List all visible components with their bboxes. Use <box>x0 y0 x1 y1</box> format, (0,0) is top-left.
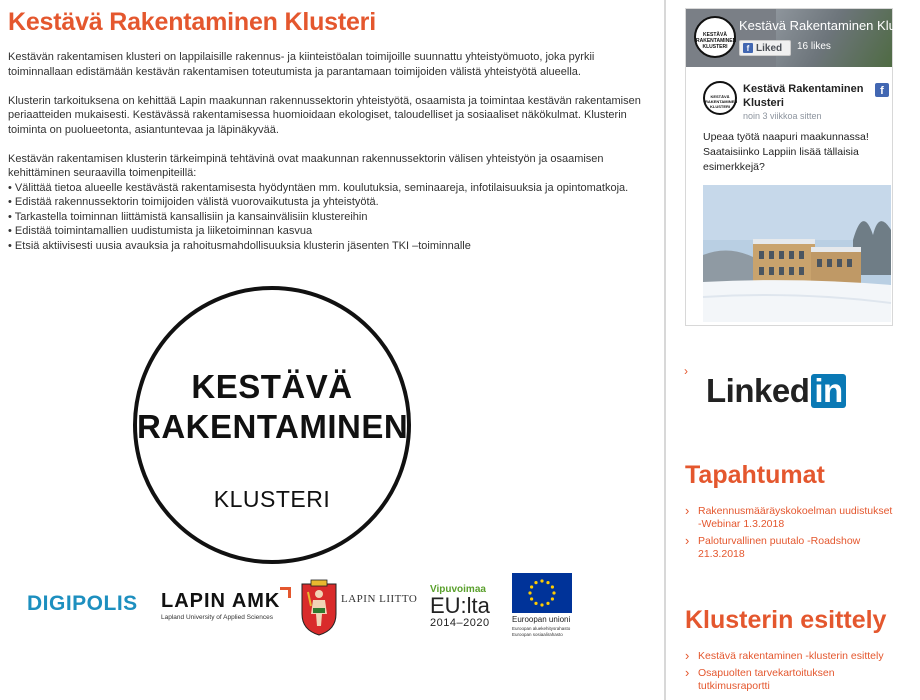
facebook-like-count: 16 likes <box>797 41 831 52</box>
facebook-widget-header[interactable] <box>686 9 920 67</box>
cluster-intro-heading: Klusterin esittely <box>685 606 887 634</box>
tasks-intro: Kestävän rakentamisen klusterin tärkeimpinä tehtävinä ovat maakunnan rakennussektorin välisen yhteistyön ja osaamisen kehittäminen seuraavilla toimenpiteillä: <box>8 152 604 179</box>
logo-line-3: KLUSTERI <box>213 486 331 512</box>
sidebar <box>666 0 920 700</box>
events-heading: Tapahtumat <box>685 461 825 489</box>
intro-paragraph-1: Kestävän rakentamisen klusteri on lappilaisille rakennus- ja kiinteistöalan toimijoille suunnattu yhteistyömuoto, joka pyrkii toiminnallaan edistämään kestävän rakentamisen toteutumista ja parantamaan toimijoiden välistä yhteistyötä alueella. <box>8 51 595 78</box>
vipuvoimaa-years: 2014–2020 <box>430 617 490 629</box>
chevron-right-icon: › <box>684 364 688 378</box>
facebook-post-author[interactable]: Kestävä Rakentaminen Klusteri <box>743 83 864 109</box>
task-item: • Edistää toimintamallien uudistumista ja liiketoiminnan kasvua <box>8 224 648 239</box>
facebook-page-logo[interactable]: KESTÄVÄ RAKENTAMINEN KLUSTERI <box>694 16 736 58</box>
events-list <box>685 505 895 565</box>
task-item: • Tarkastella toiminnan liittämistä kansallisiin ja kansainvälisiin klustereihin <box>8 210 648 225</box>
eu-funds-label <box>512 626 570 637</box>
lapin-amk-logo[interactable] <box>161 590 280 621</box>
facebook-like-button[interactable] <box>739 40 791 56</box>
eu-fund-line: Euroopan sosiaalirahasto <box>512 631 563 637</box>
eu-flag-icon[interactable] <box>512 573 572 613</box>
logo-line-1: KESTÄVÄ <box>191 368 353 405</box>
intro-link[interactable]: › Osapuolten tarvekartoituksen tutkimusraportti <box>685 667 900 693</box>
task-item: • Välittää tietoa alueelle kestävästä rakentamisesta hyödyntäen mm. koulutuksia, seminaareja, infotilaisuuksia ja opintomatkoja. <box>8 181 648 196</box>
tasks-block <box>8 152 648 254</box>
lapin-amk-mark-icon <box>280 587 291 598</box>
digipolis-logo[interactable]: DIGIPOLIS <box>27 592 138 615</box>
event-link[interactable]: › Paloturvallinen puutalo -Roadshow 21.3.2018 <box>685 535 895 561</box>
eu-union-label: Euroopan unioni <box>512 615 571 624</box>
page-title: Kestävä Rakentaminen Klusteri <box>8 8 376 36</box>
facebook-post-time[interactable]: noin 3 viikkoa sitten <box>743 111 822 121</box>
facebook-post-avatar[interactable]: KESTÄVÄ RAKENTAMINEN KLUSTERI <box>703 81 737 115</box>
cluster-intro-list <box>685 650 900 697</box>
facebook-like-label: Liked <box>756 43 783 54</box>
vipuvoimaa-logo[interactable] <box>430 584 490 629</box>
cluster-logo <box>133 286 411 564</box>
linkedin-logo[interactable] <box>706 372 846 410</box>
tasks-list <box>8 181 648 254</box>
intro-paragraph-2: Klusterin tarkoituksena on kehittää Lapin maakunnan rakennussektorin yhteistyötä, osaamista ja toimintaa kestävän rakentamisen periaatteiden mukaisesti. Kestävässä rakentamisessa huomioidaan ekologiset, taloudelliset ja sosiaaliset näkökulmat. Klusterin toiminta on puolueetonta, asiantuntevaa ja läpinäkyvää. <box>8 94 641 136</box>
task-item: • Etsiä aktiivisesti uusia avauksia ja rahoitusmahdollisuuksia klusterin jäsenten TKI –toiminnalle <box>8 239 648 254</box>
lapin-liitto-name[interactable]: LAPIN LIITTO <box>341 593 418 605</box>
facebook-page-widget <box>685 8 920 326</box>
facebook-post-text: Upeaa työtä naapuri maakunnassa! Saataisiinko Lappiin lisää tällaisia esimerkkejä? <box>703 131 869 173</box>
lapin-amk-subtitle: Lapland University of Applied Sciences <box>161 614 274 621</box>
lapin-amk-name: LAPIN AMK <box>161 590 281 612</box>
task-item: • Edistää rakennussektorin toimijoiden välistä vuorovaikutusta ja yhteistyötä. <box>8 195 648 210</box>
facebook-icon[interactable]: f <box>875 83 889 97</box>
intro-text <box>8 50 648 253</box>
facebook-page-name[interactable]: Kestävä Rakentaminen Klusteri <box>739 18 920 33</box>
event-link[interactable]: › Rakennusmääräyskokoelman uudistukset -Webinar 1.3.2018 <box>685 505 895 531</box>
lapin-liitto-crest-icon[interactable] <box>300 580 338 636</box>
linkedin-in-icon: in <box>811 374 845 408</box>
vipuvoimaa-label: Vipuvoimaa <box>430 584 486 595</box>
eu-fund-line: Euroopan aluekehitysrahasto <box>512 626 571 631</box>
logo-line-2: RAKENTAMINEN <box>137 408 409 445</box>
vipuvoimaa-eu: EU:lta <box>430 593 490 618</box>
facebook-icon: f <box>743 43 753 53</box>
facebook-post-image[interactable] <box>703 185 891 322</box>
intro-link[interactable]: › Kestävä rakentaminen -klusterin esittely <box>685 650 900 663</box>
linkedin-word: Linked <box>706 372 810 409</box>
